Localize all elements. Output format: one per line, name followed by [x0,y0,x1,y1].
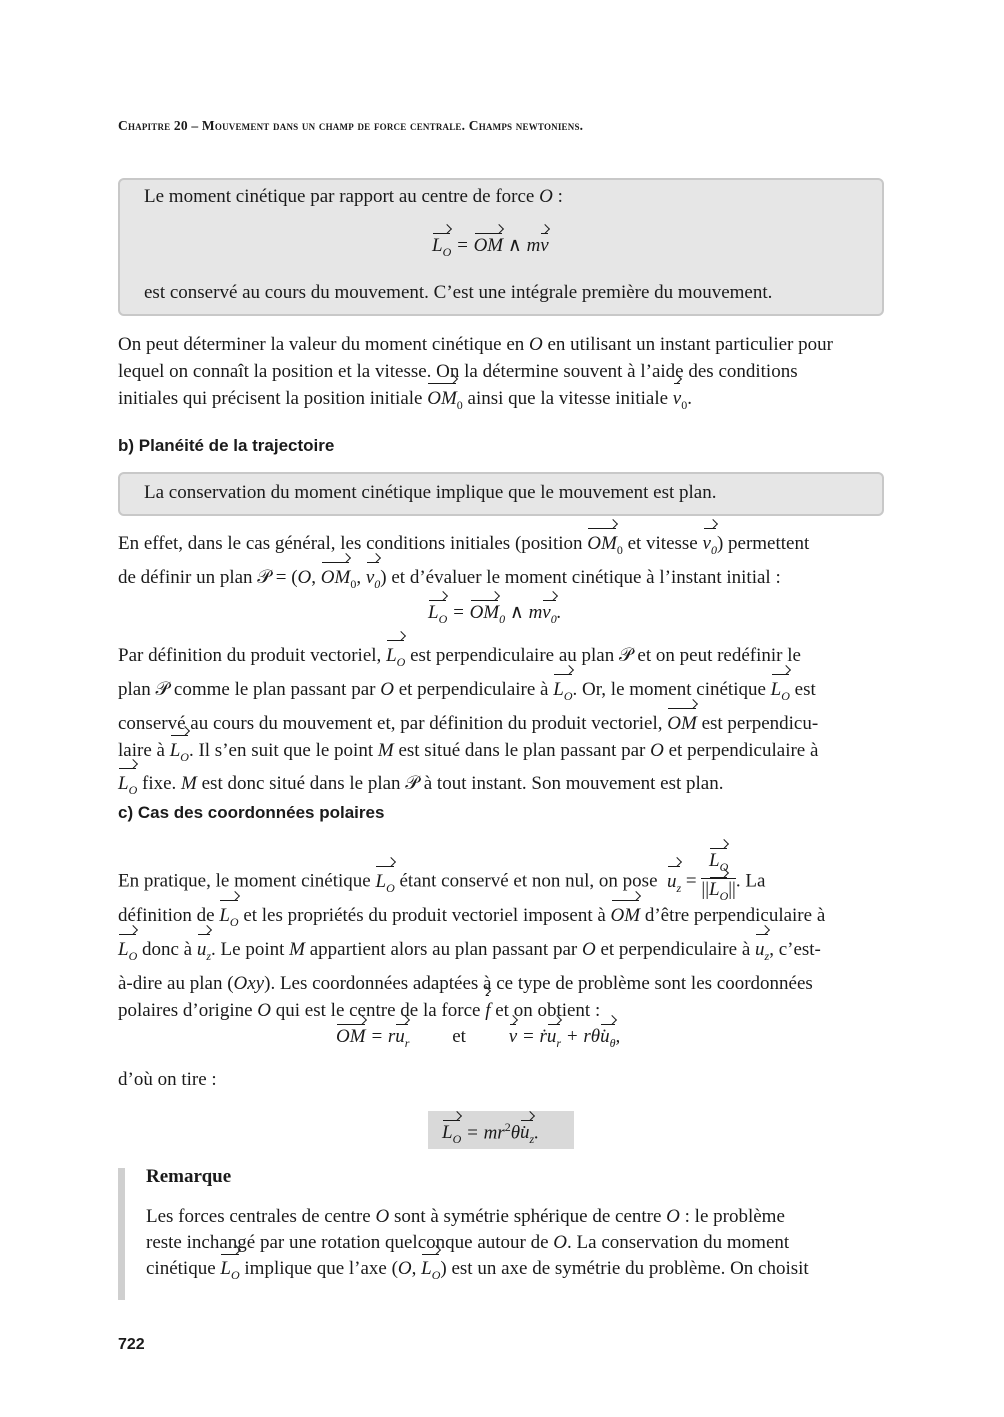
paragraph-2 [118,530,886,598]
remark-line-3: cinétique $L_O$ implique que l’axe (O, $L_O$) est un axe de symétrie du problème. On choisit [146,1256,866,1288]
page-number: 722 [118,1336,145,1353]
remark-bar [118,1168,125,1300]
p3-line-1: Par définition du produit vectoriel, $L_O$ est perpendiculaire au plan 𝒫 et on peut redéfinir le [118,642,886,676]
et-word: et [452,1026,466,1047]
highlight-box-conservation [118,178,884,316]
equation-result: $L_O$ = $mr^2\thetȧu_z$. [442,1120,539,1147]
remark-block [118,1168,888,1300]
paragraph-1 [118,331,886,419]
p1-line-3: initiales qui précisent la position initiale $OM_0$ ainsi que la vitesse initiale $v_0$. [118,385,886,419]
dou-line: d’où on tire : [118,1069,217,1090]
p4-line-3: $L_O$ donc à $u_z$. Le point M appartient alors au plan passant par O et perpendiculaire à $u_z$, c’est- [118,936,886,970]
p3-line-2: plan 𝒫 comme le plan passant par O et perpendiculaire à $L_O$. Or, le moment cinétique $L_O$ est [118,676,886,710]
p2-line-1: En effet, dans le cas général, les conditions initiales (position $OM_0$ et vitesse $v_0$) permettent [118,530,886,564]
paragraph-4 [118,902,886,1024]
p4-line-1: En pratique, le moment cinétique $L_O$ étant conservé et non nul, on pose $u_z$ = $\frac{L_O}{||L_O||}$ . La [118,854,886,911]
p4-line-5: polaires d’origine O qui est le centre de la force f et on obtient : [118,997,886,1024]
p3-line-3: conservé au cours du mouvement et, par définition du produit vectoriel, OM est perpendicu- [118,710,886,737]
p3-line-4: laire à $L_O$. Il s’en suit que le point M est situé dans le plan passant par O et perpendiculaire à [118,737,886,771]
p1-line-1: On peut déterminer la valeur du moment cinétique en O en utilisant un instant particulier pour [118,334,833,355]
box1-intro: Le moment cinétique par rapport au centre de force O : [144,186,563,207]
box1-conclusion: est conservé au cours du mouvement. C’est une intégrale première du mouvement. [144,282,773,303]
p4-line-4: à-dire au plan (Oxy). Les coordonnées adaptées à ce type de problème sont les coordonnées [118,972,813,994]
running-header-text: Chapitre 20 – Mouvement dans un champ de force centrale. Champs newtoniens. [118,118,584,133]
section-c-heading: c) Cas des coordonnées polaires [118,803,385,822]
remark-line-1: Les forces centrales de centre O sont à symétrie sphérique de centre O : le problème [146,1206,785,1227]
section-b-heading: b) Planéité de la trajectoire [118,436,335,455]
remark-text [146,1204,866,1288]
p3-line-5: $L_O$ fixe. M est donc situé dans le plan 𝒫 à tout instant. Son mouvement est plan. [118,770,886,804]
highlight-box-planarity [118,472,884,516]
equation-initial-momentum: $L_O = OM_0$ ∧ $mv_0$. [428,602,562,626]
p2-line-2: de définir un plan 𝒫 = (O, $OM_0$, $v_0$) et d’évaluer le moment cinétique à l’instant initial : [118,564,886,598]
running-header [118,118,583,134]
remark-title: Remarque [146,1166,232,1187]
box2-text: La conservation du moment cinétique implique que le mouvement est plan. [144,482,717,503]
paragraph-3 [118,642,886,804]
remark-line-2: reste inchangé par une rotation quelconque autour de O. La conservation du moment [146,1232,790,1253]
equation-polar: OM = $ru_r$ et v = ṙu$_r$ + $r\thetȧu_\theta$, [336,1026,621,1050]
p4-line-2: définition de $L_O$ et les propriétés du produit vectoriel imposent à OM d’être perpendiculaire à [118,902,886,936]
box1-formula: $L_O$ = OM ∧ mv [432,235,549,259]
p1-line-2: lequel on connaît la position et la vitesse. On la détermine souvent à l’aide des conditions [118,361,798,382]
